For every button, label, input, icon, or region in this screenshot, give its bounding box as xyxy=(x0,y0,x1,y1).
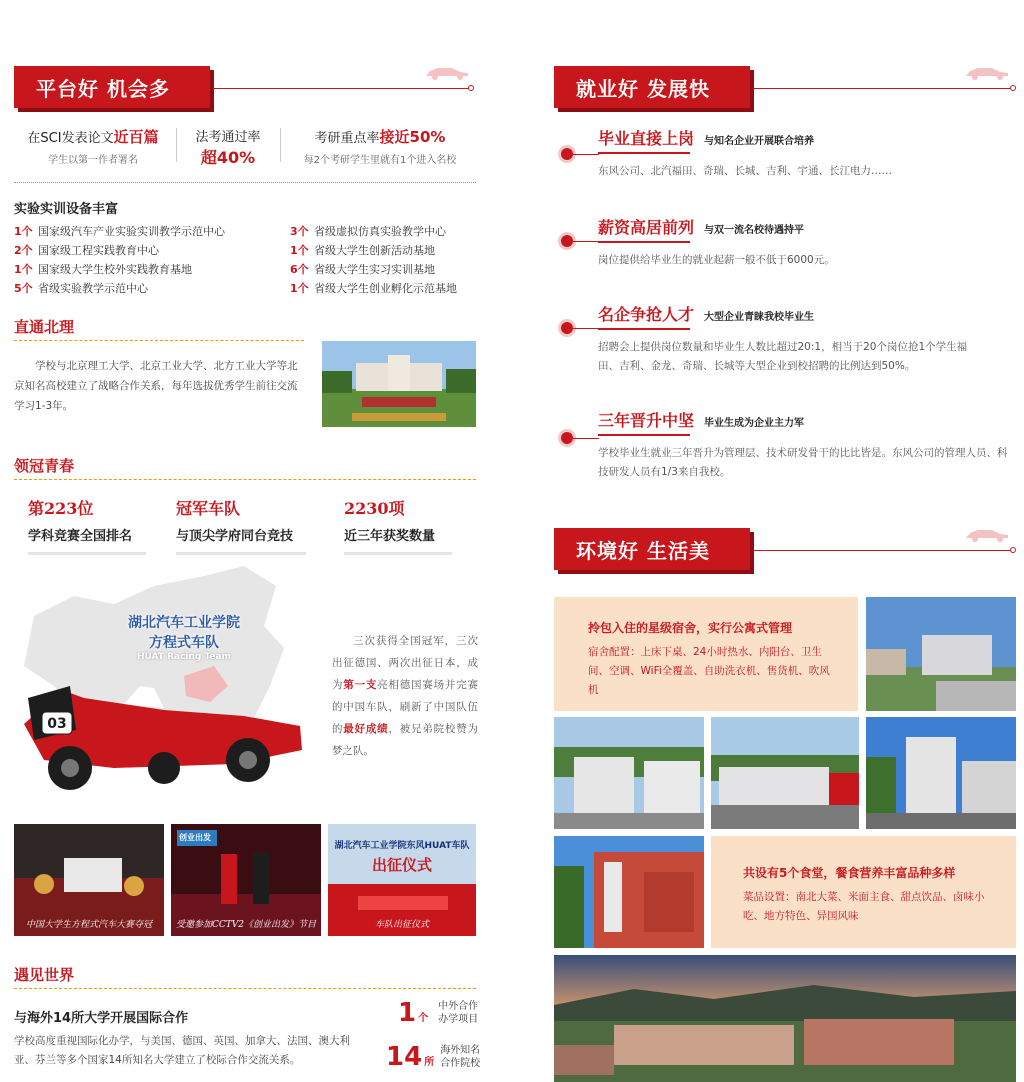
list-item: 1个 省级大学生创业孵化示范基地 xyxy=(290,282,457,295)
world-body: 学校高度重视国际化办学，与美国、德国、英国、加拿大、法国、澳大利亚、芬兰等多个国家14所知名大学建立了校际合作交流关系。 xyxy=(14,1035,350,1066)
stat-postgrad xyxy=(290,126,470,166)
world-subtitle: 与海外14所大学开展国际合作 xyxy=(14,1011,189,1026)
stat-caption: 每2个考研学生里就有1个进入名校 xyxy=(303,155,457,166)
banner-line1: 湖北汽车工业学院东风HUAT车队 xyxy=(334,841,470,851)
stat-caption: 学生以第一作者署名 xyxy=(48,155,138,166)
champion-title: 领冠青春 xyxy=(14,457,75,475)
photo-championship xyxy=(14,824,164,936)
campus-photo-1 xyxy=(866,597,1016,711)
campus-photo-2 xyxy=(554,717,704,829)
equipment-list-right xyxy=(290,222,480,298)
equipment-title: 实验实训设备丰富 xyxy=(14,202,119,217)
timeline-connector xyxy=(573,241,599,242)
stat-prefix: 法考通过率 xyxy=(195,130,261,145)
divider-end-dot xyxy=(1010,547,1016,553)
job-item: 薪资高居前列 与双一流名校待遇持平 岗位提供给毕业生的就业起薪一般不低于6000元。 xyxy=(598,218,835,266)
campus-gate-photo xyxy=(322,341,476,427)
team-story: 三次获得全国冠军，三次出征德国、两次出征日本，成为第一支亮相德国赛场并完赛的中国车队，刷新了中国队伍的最好成绩，被兄弟院校赞为梦之队。 xyxy=(332,635,479,757)
list-item: 2个 国家级工程实践教育中心 xyxy=(14,244,159,257)
stat-sci xyxy=(18,126,168,166)
list-item: 5个 省级实验教学示范中心 xyxy=(14,282,148,295)
list-item: 1个 国家级汽车产业实验实训教学示范中心 xyxy=(14,225,225,238)
campus-aerial-photo xyxy=(554,955,1016,1082)
timeline-connector xyxy=(573,328,599,329)
title-underline xyxy=(14,340,304,341)
timeline-connector xyxy=(573,154,599,155)
list-item: 6个 省级大学生实习实训基地 xyxy=(290,263,435,276)
world-stat-universities: 14 所 海外知名 合作院校 xyxy=(386,1042,481,1072)
list-item: 1个 国家级大学生校外实践教育基地 xyxy=(14,263,192,276)
champion-stat: 2230项 近三年获奖数量 xyxy=(344,496,452,555)
race-car-graphic xyxy=(14,664,310,804)
stat-highlight: 超40% xyxy=(200,148,256,167)
car-icon xyxy=(964,526,1010,542)
stat-prefix: 在SCI发表论文 xyxy=(27,131,114,146)
beili-title: 直通北理 xyxy=(14,318,75,336)
timeline-connector xyxy=(573,438,599,439)
section-title-text: 就业好 发展快 xyxy=(576,76,710,101)
car-icon xyxy=(424,64,470,80)
title-underline xyxy=(14,988,476,989)
car-number: 03 xyxy=(47,716,67,732)
timeline-dot xyxy=(561,432,573,444)
section-divider xyxy=(214,88,470,89)
list-item: 3个 省级虚拟仿真实验教学中心 xyxy=(290,225,446,238)
stat-highlight: 接近50% xyxy=(379,128,446,146)
section-divider xyxy=(754,550,1012,551)
divider-end-dot xyxy=(468,85,474,91)
canteen-photo xyxy=(554,836,704,948)
section-title-platform xyxy=(14,66,210,108)
photo-caption: 受邀参加CCTV2《创业出发》节目 xyxy=(175,920,316,930)
job-item: 毕业直接上岗 与知名企业开展联合培养 东风公司、北汽福田、奇瑞、长城、吉利、宇通、长江电力…… xyxy=(598,129,892,177)
cctv-badge: 创业出发 xyxy=(179,833,211,842)
job-item: 名企争抢人才 大型企业青睐我校毕业生 招聘会上提供岗位数量和毕业生人数比超过20:1，相当于20个岗位抢1个学生福田、吉利、金龙、奇瑞、长城等大型企业到校招聘的比例达到50%。 xyxy=(598,305,968,372)
title-underline xyxy=(14,479,476,480)
champion-stat: 第223位 学科竞赛全国排名 xyxy=(28,496,146,555)
timeline-dot xyxy=(561,322,573,334)
timeline-dot xyxy=(561,148,573,160)
timeline-dot xyxy=(561,235,573,247)
canteen-info-box xyxy=(711,836,1016,948)
job-item: 三年晋升中坚 毕业生成为企业主力军 学校毕业生就业三年晋升为管理层、技术研发骨干的比比皆是。东风公司的管理人员、科技研发人员有1/3来自我校。 xyxy=(598,411,1008,478)
photo-caption: 中国大学生方程式汽车大赛夺冠 xyxy=(25,920,152,930)
canteen-title: 共设有5个食堂，餐食营养丰富品种多样 xyxy=(743,866,956,880)
beili-body: 学校与北京理工大学、北京工业大学、北方工业大学等北京知名高校建立了战略合作关系，每年选拔优秀学生前往交流学习1-3年。 xyxy=(14,360,298,412)
team-name: 湖北汽车工业学院 方程式车队 HUAT Racing Team xyxy=(128,615,240,662)
stat-highlight: 近百篇 xyxy=(113,128,159,146)
dorm-body: 宿舍配置：上床下桌、24小时热水、内阳台、卫生间、空调、WiFi全覆盖、自助洗衣机、售货机、吹风机 xyxy=(588,646,830,696)
section-title-life xyxy=(554,528,750,570)
banner-line2: 出征仪式 xyxy=(371,856,432,874)
world-title: 遇见世界 xyxy=(14,966,75,984)
world-stat-programs: 1 个 中外合作 办学项目 xyxy=(398,998,479,1028)
stat-separator xyxy=(176,128,177,162)
equipment-list-left xyxy=(14,222,284,298)
photo-cctv xyxy=(171,824,321,936)
divider-end-dot xyxy=(1010,85,1016,91)
car-icon xyxy=(964,64,1010,80)
campus-photo-3 xyxy=(711,717,859,829)
photo-caption: 车队出征仪式 xyxy=(374,920,429,930)
dorm-info-box xyxy=(554,597,858,711)
section-title-text: 平台好 机会多 xyxy=(36,76,170,101)
champion-stat: 冠军车队 与顶尖学府同台竞技 xyxy=(176,496,306,555)
stat-separator xyxy=(280,128,281,162)
stat-prefix: 考研重点率 xyxy=(314,131,380,146)
section-divider xyxy=(754,88,1012,89)
dorm-title: 拎包入住的星级宿舍，实行公寓式管理 xyxy=(588,621,793,635)
canteen-body: 菜品设置：南北大菜、米面主食、甜点饮品、卤味小吃、地方特色、异国风味 xyxy=(743,891,985,922)
dotted-divider xyxy=(14,182,476,183)
stat-law xyxy=(188,126,268,168)
campus-photo-4 xyxy=(866,717,1016,829)
list-item: 1个 省级大学生创新活动基地 xyxy=(290,244,435,257)
section-title-jobs xyxy=(554,66,750,108)
section-title-text: 环境好 生活美 xyxy=(576,538,710,563)
photo-send-off xyxy=(328,824,476,936)
